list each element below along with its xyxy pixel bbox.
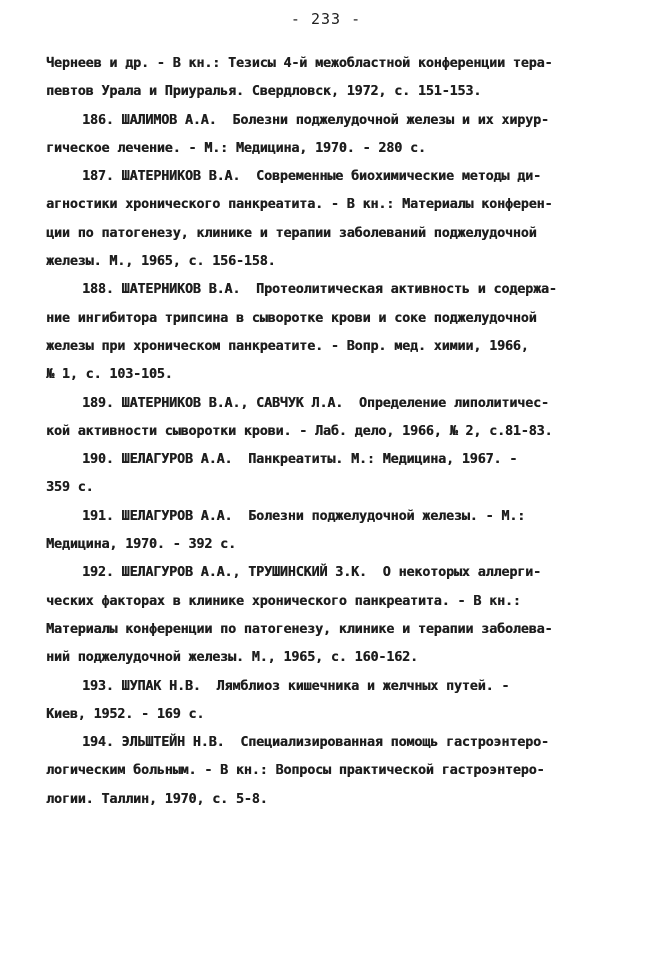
entry-line: Киев, 1952. - 169 с. [46,706,205,722]
entry-line: ние ингибитора трипсина в сыворотке крови и соке поджелудочной [46,310,537,326]
bibliography-entry [46,107,626,164]
entry-line: 186. ШАЛИМОВ А.А. Болезни поджелудочной железы и их хирур- [82,112,549,128]
entry-line: логическим больным. - В кн.: Вопросы практической гастроэнтеро- [46,763,545,779]
entry-line: 189. ШАТЕРНИКОВ В.А., САВЧУК Л.А. Определение липолитичес- [82,395,549,411]
bibliography-entry [46,50,626,107]
entry-line: гическое лечение. - М.: Медицина, 1970. - 280 с. [46,140,426,156]
entry-line: железы. М., 1965, с. 156-158. [46,254,276,270]
entry-line: 359 с. [46,480,94,496]
entry-line: логии. Таллин, 1970, с. 5-8. [46,791,268,807]
entry-line: 194. ЭЛЬШТЕЙН Н.В. Специализированная помощь гастроэнтеро- [82,735,549,751]
entry-line: Чернеев и др. - В кн.: Тезисы 4-й межобластной конференции тера- [46,56,553,71]
bibliography-entry [46,446,626,503]
entry-line: ческих факторах в клинике хронического панкреатита. - В кн.: [46,593,521,609]
bibliography-list [46,50,626,814]
entry-line: 190. ШЕЛАГУРОВ А.А. Панкреатиты. М.: Медицина, 1967. - [82,452,518,468]
bibliography-entry [46,729,626,814]
entry-line: 192. ШЕЛАГУРОВ А.А., ТРУШИНСКИЙ З.К. О некоторых аллерги- [82,565,541,581]
page-number: - 233 - [290,10,362,28]
bibliography-entry [46,559,626,672]
entry-line: железы при хроническом панкреатите. - Вопр. мед. химии, 1966, [46,338,529,354]
entry-line: Медицина, 1970. - 392 с. [46,537,236,553]
bibliography-entry [46,673,626,730]
entry-line: Материалы конференции по патогенезу, клинике и терапии заболева- [46,621,553,637]
bibliography-entry [46,390,626,447]
entry-line: кой активности сыворотки крови. - Лаб. дело, 1966, № 2, с.81-83. [46,423,553,439]
entry-line: певтов Урала и Приуралья. Свердловск, 1972, с. 151-153. [46,84,482,100]
entry-line: ний поджелудочной железы. М., 1965, с. 160-162. [46,650,418,666]
bibliography-entry [46,163,626,276]
bibliography-entry [46,276,626,389]
entry-line: агностики хронического панкреатита. - В кн.: Материалы конферен- [46,197,553,213]
entry-line: 188. ШАТЕРНИКОВ В.А. Протеолитическая активность и содержа- [82,282,557,298]
entry-line: 191. ШЕЛАГУРОВ А.А. Болезни поджелудочной железы. - М.: [82,508,526,524]
entry-line: 193. ШУПАК Н.В. Лямблиоз кишечника и желчных путей. - [82,678,510,694]
bibliography-entry [46,503,626,560]
entry-line: № 1, с. 103-105. [46,367,173,383]
entry-line: 187. ШАТЕРНИКОВ В.А. Современные биохимические методы ди- [82,169,541,185]
entry-line: ции по патогенезу, клинике и терапии заболеваний поджелудочной [46,225,537,241]
